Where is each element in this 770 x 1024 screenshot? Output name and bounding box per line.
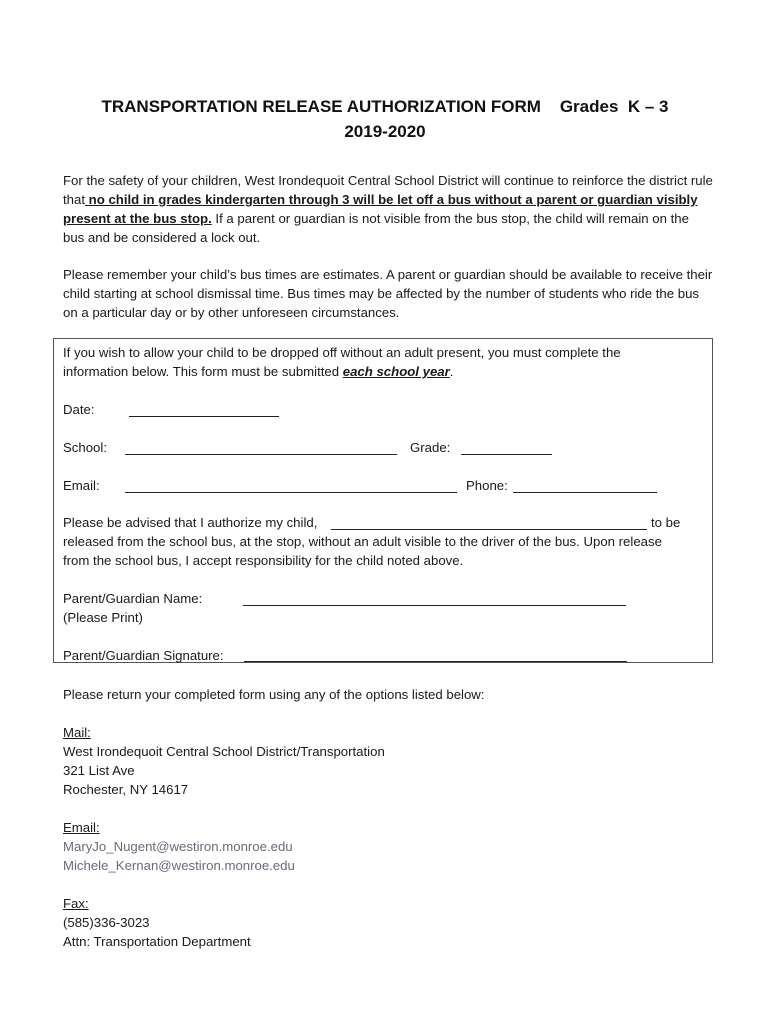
mail-address-line-1: West Irondequoit Central School District/Transportation — [63, 744, 385, 759]
mail-address-line-2: 321 List Ave — [63, 763, 135, 778]
safety-rule-emphasis: no child in grades kindergarten through 3 will be let off a bus without a parent or guardian visibly present at the bus stop. — [63, 192, 698, 226]
instruction-line-1: If you wish to allow your child to be dropped off without an adult present, you must complete the — [63, 345, 621, 360]
signature-field[interactable] — [244, 661, 627, 662]
fax-attention: Attn: Transportation Department — [63, 934, 251, 949]
please-print-note: (Please Print) — [63, 610, 143, 625]
school-field[interactable] — [125, 454, 397, 455]
authorization-line-3: from the school bus, I accept responsibility for the child noted above. — [63, 553, 464, 568]
school-label: School: — [63, 440, 107, 455]
mail-address-line-3: Rochester, NY 14617 — [63, 782, 189, 797]
instruction-line-2 — [63, 362, 453, 381]
safety-text-end: If a parent or guardian is not visible from the bus stop, the child will remain on the bus and be considered a lock out. — [63, 211, 689, 245]
school-year: 2019-2020 — [344, 122, 426, 141]
fax-number: (585)336-3023 — [63, 915, 150, 930]
intro-paragraph-safety — [63, 171, 713, 247]
signature-label: Parent/Guardian Signature: — [63, 648, 224, 663]
intro-paragraph-bus-times: Please remember your child’s bus times are estimates. A parent or guardian should be available to receive their child starting at school dismissal time. Bus times may be affected by the number of students who ride the bus on a particular day or by other unforeseen circumstances. — [63, 267, 713, 320]
child-name-field[interactable] — [331, 529, 647, 530]
fax-heading: Fax: — [63, 896, 89, 911]
authorization-line-2: released from the school bus, at the stop, without an adult visible to the driver of the bus. Upon release — [63, 534, 662, 549]
return-instructions: Please return your completed form using any of the options listed below: — [63, 687, 485, 702]
phone-field[interactable] — [513, 492, 657, 493]
each-school-year-emphasis: each school year — [342, 364, 450, 379]
authorization-text-to-be: to be — [651, 515, 681, 530]
authorization-box — [53, 338, 713, 663]
guardian-name-label: Parent/Guardian Name: — [63, 591, 203, 606]
safety-text-start: For the safety of your children, West Irondequoit Central School District will continue to reinforce the district rule that — [63, 173, 713, 207]
email-heading: Email: — [63, 820, 100, 835]
date-field[interactable] — [129, 416, 279, 417]
email-link-kernan[interactable]: Michele_Kernan@westiron.monroe.edu — [63, 858, 295, 873]
mail-heading: Mail: — [63, 725, 91, 740]
guardian-name-field[interactable] — [243, 605, 626, 606]
email-field[interactable] — [125, 492, 457, 493]
instruction-period: . — [449, 364, 454, 379]
email-label: Email: — [63, 478, 100, 493]
instruction-text: information below. This form must be submitted — [63, 364, 343, 379]
grade-label: Grade: — [410, 440, 451, 455]
date-label: Date: — [63, 402, 95, 417]
grade-field[interactable] — [461, 454, 552, 455]
authorization-text-start: Please be advised that I authorize my child, — [63, 515, 318, 530]
email-link-nugent[interactable]: MaryJo_Nugent@westiron.monroe.edu — [63, 839, 293, 854]
phone-label: Phone: — [466, 478, 508, 493]
form-title: TRANSPORTATION RELEASE AUTHORIZATION FORM Grades K – 3 — [101, 97, 669, 116]
